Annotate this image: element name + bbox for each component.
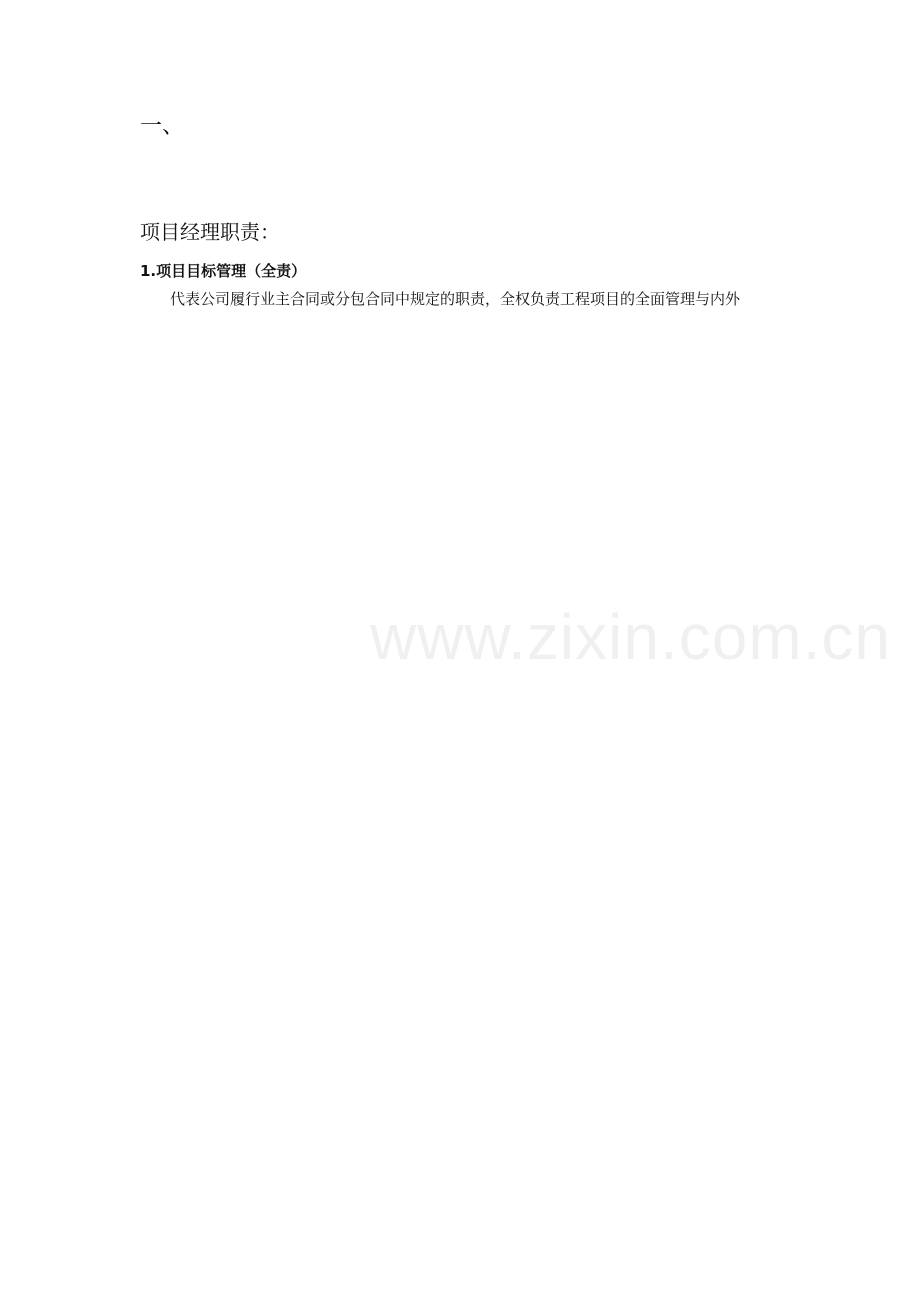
section-heading: 1.项目目标管理（全责） [140,262,307,280]
watermark: www.zixin.com.cn [370,601,891,673]
page-title: 项目经理职责： [140,220,280,244]
document-body [140,257,785,314]
section-number: 一、 [140,114,185,139]
list-item: 代表公司履行业主合同或分包合同中规定的职责，全权负责工程项目的全面管理与内外 [170,290,741,309]
